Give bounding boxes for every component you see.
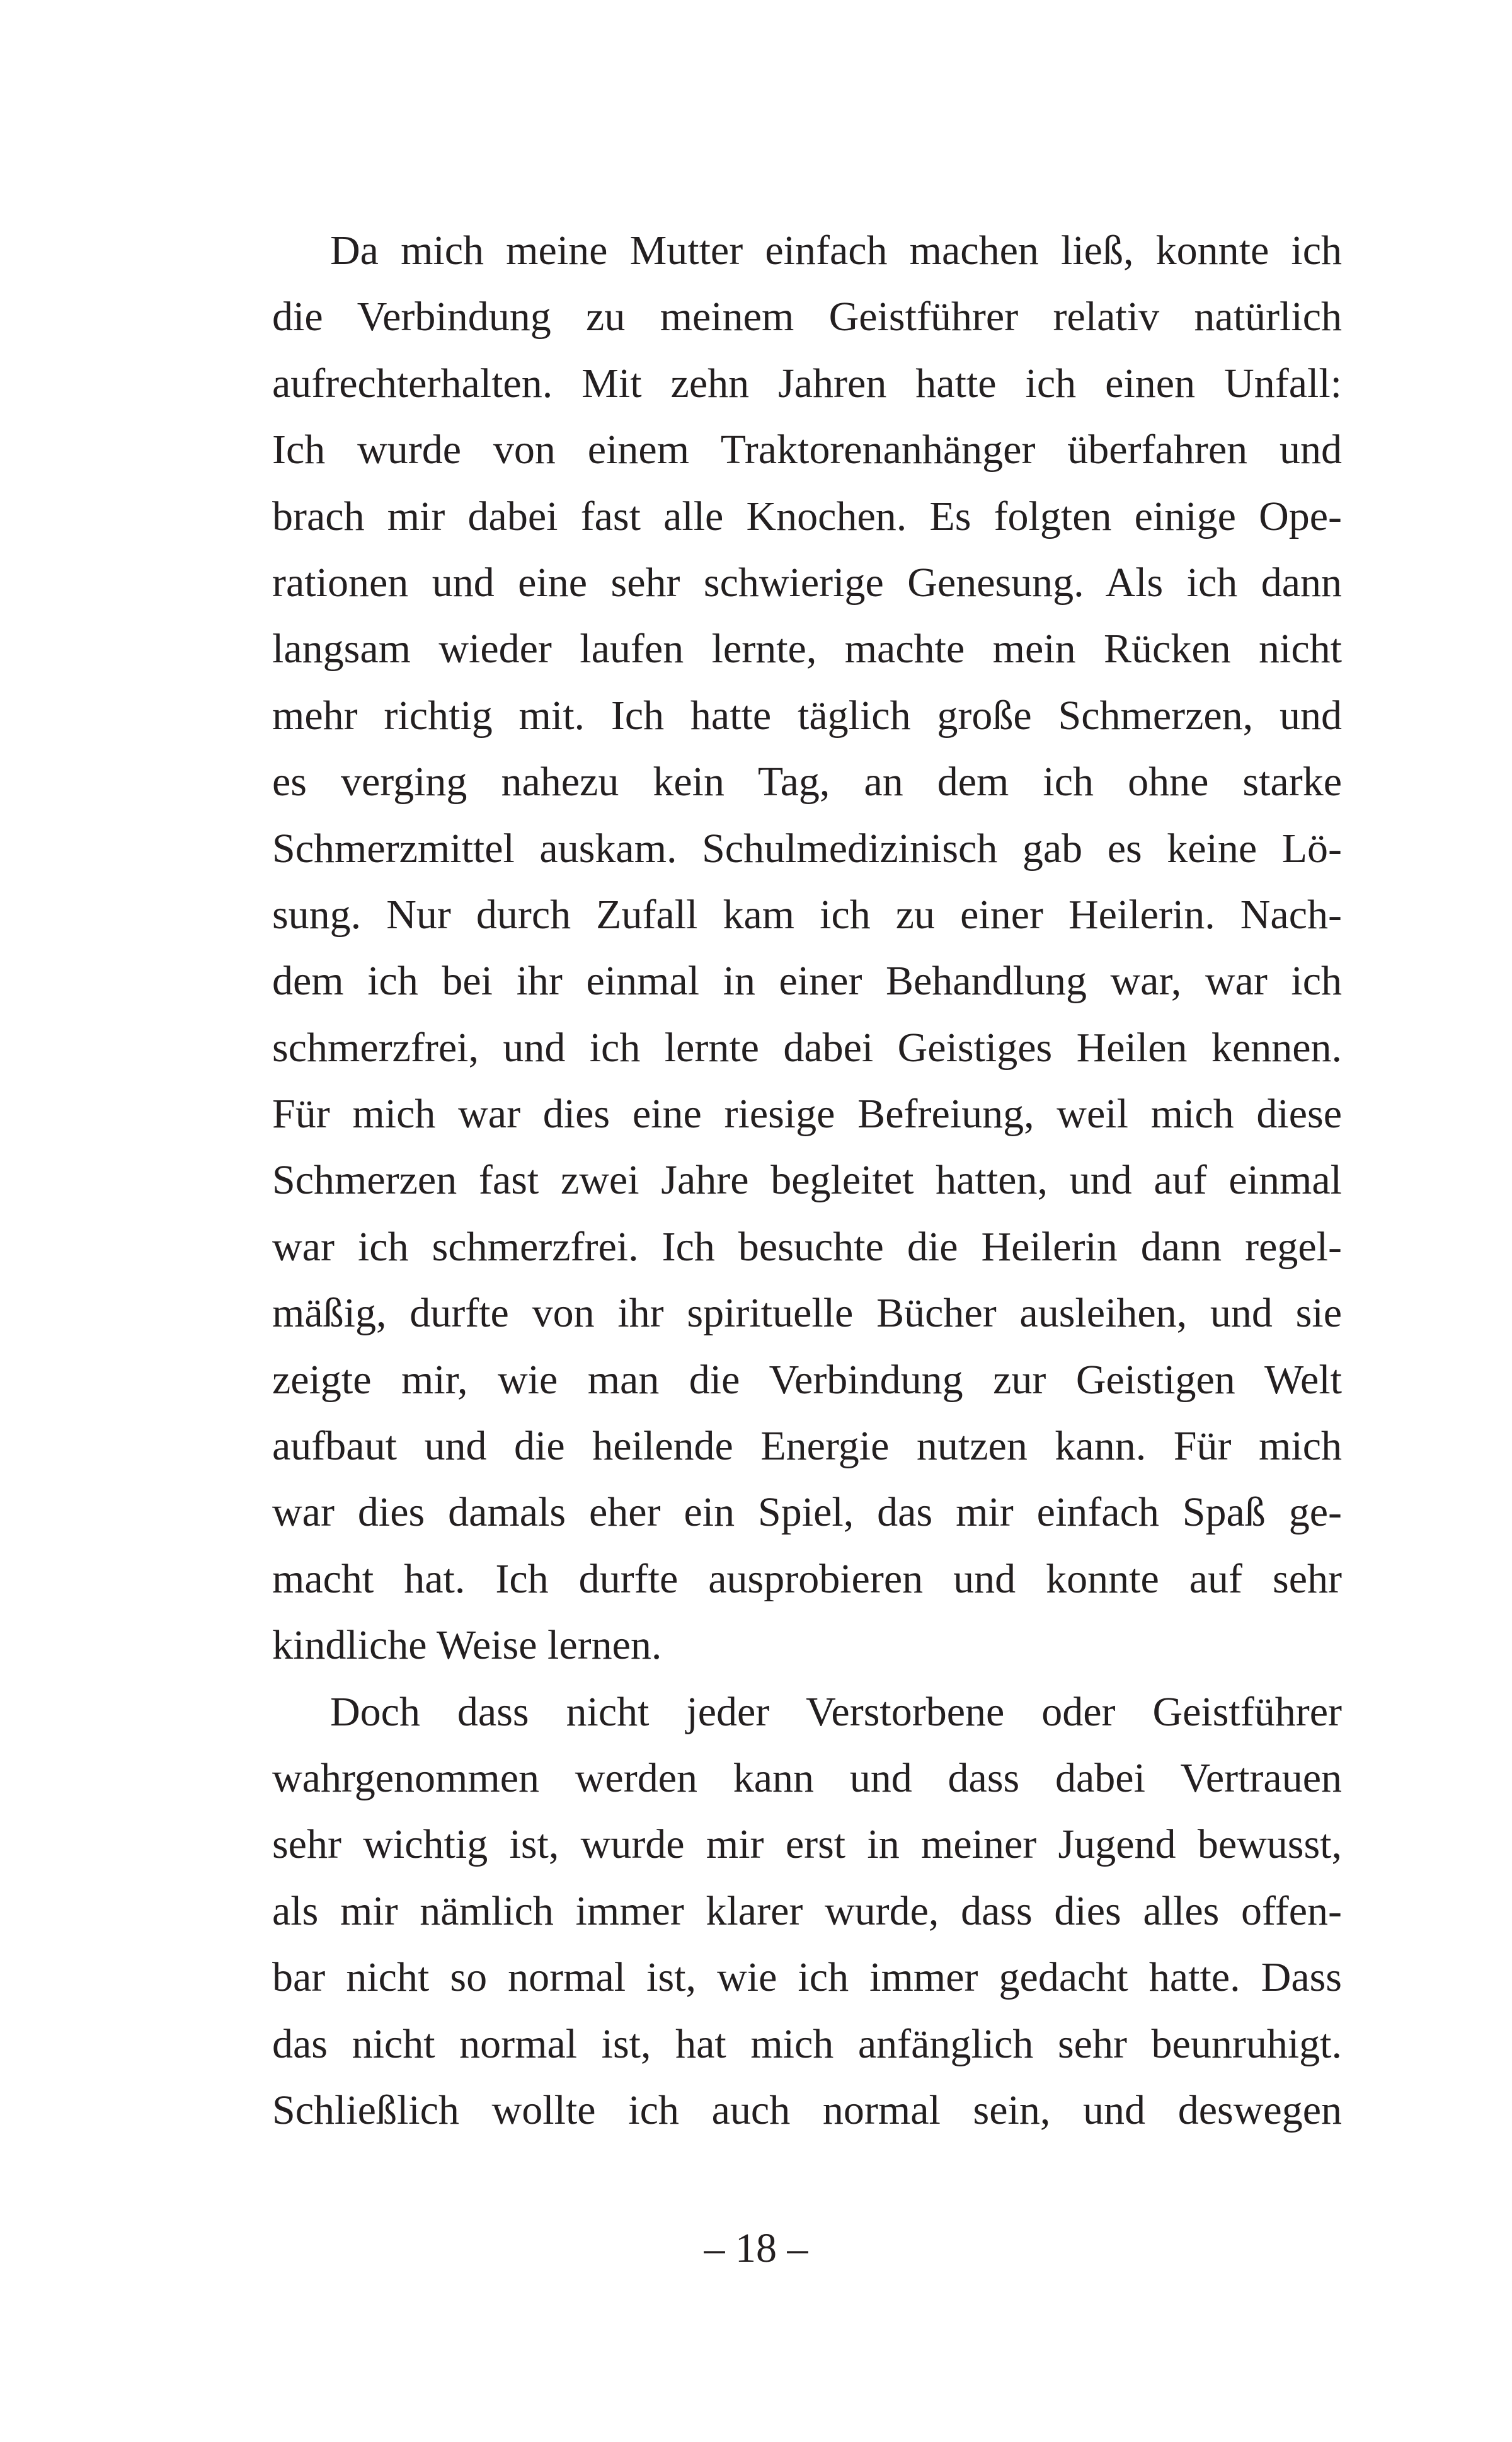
text-line: schmerzfrei, und ich lernte dabei Geistiges Heilen kennen.	[272, 1024, 1342, 1071]
text-line: es verging nahezu kein Tag, an dem ich ohne starke	[272, 759, 1342, 805]
text-line: langsam wieder laufen lernte, machte mein Rücken nicht	[272, 626, 1342, 672]
text-line: kindliche Weise lernen.	[272, 1622, 662, 1669]
text-line: dem ich bei ihr einmal in einer Behandlung war, war ich	[272, 958, 1342, 1005]
text-line: wahrgenommen werden kann und dass dabei Vertrauen	[272, 1754, 1342, 1801]
text-line: Ich wurde von einem Traktorenanhänger überfahren und	[272, 427, 1342, 473]
text-line: das nicht normal ist, hat mich anfänglich sehr beunruhigt.	[272, 2020, 1342, 2067]
text-line: als mir nämlich immer klarer wurde, dass dies alles offen-	[272, 1887, 1342, 1934]
text-line: war ich schmerzfrei. Ich besuchte die Heilerin dann regel-	[272, 1223, 1342, 1270]
text-line: Schmerzmittel auskam. Schulmedizinisch gab es keine Lö-	[272, 825, 1342, 872]
text-line: Schmerzen fast zwei Jahre begleitet hatten, und auf einmal	[272, 1157, 1342, 1204]
text-line: sung. Nur durch Zufall kam ich zu einer Heilerin. Nach-	[272, 891, 1342, 938]
text-line: Da mich meine Mutter einfach machen ließ, konnte ich	[330, 227, 1342, 274]
text-line: macht hat. Ich durfte ausprobieren und konnte auf sehr	[272, 1555, 1342, 1602]
text-line: Schließlich wollte ich auch normal sein, und deswegen	[272, 2087, 1342, 2133]
body-text	[272, 217, 1342, 2143]
text-line: war dies damals eher ein Spiel, das mir einfach Spaß ge-	[272, 1489, 1342, 1536]
text-line: sehr wichtig ist, wurde mir erst in meiner Jugend bewusst,	[272, 1821, 1342, 1868]
text-line: brach mir dabei fast alle Knochen. Es folgten einige Ope-	[272, 493, 1342, 539]
text-line: rationen und eine sehr schwierige Genesung. Als ich dann	[272, 559, 1342, 606]
text-line: die Verbindung zu meinem Geistführer relativ natürlich	[272, 294, 1342, 340]
page-number: – 18 –	[704, 2225, 808, 2271]
text-line: bar nicht so normal ist, wie ich immer gedacht hatte. Dass	[272, 1954, 1342, 2001]
text-line: Doch dass nicht jeder Verstorbene oder Geistführer	[330, 1688, 1342, 1735]
text-line: aufrechterhalten. Mit zehn Jahren hatte ich einen Unfall:	[272, 360, 1342, 406]
text-line: mäßig, durfte von ihr spirituelle Bücher ausleihen, und sie	[272, 1290, 1342, 1337]
text-line: Für mich war dies eine riesige Befreiung, weil mich diese	[272, 1091, 1342, 1137]
text-line: mehr richtig mit. Ich hatte täglich große Schmerzen, und	[272, 692, 1342, 739]
text-line: aufbaut und die heilende Energie nutzen kann. Für mich	[272, 1423, 1342, 1470]
text-line: zeigte mir, wie man die Verbindung zur Geistigen Welt	[272, 1356, 1342, 1403]
